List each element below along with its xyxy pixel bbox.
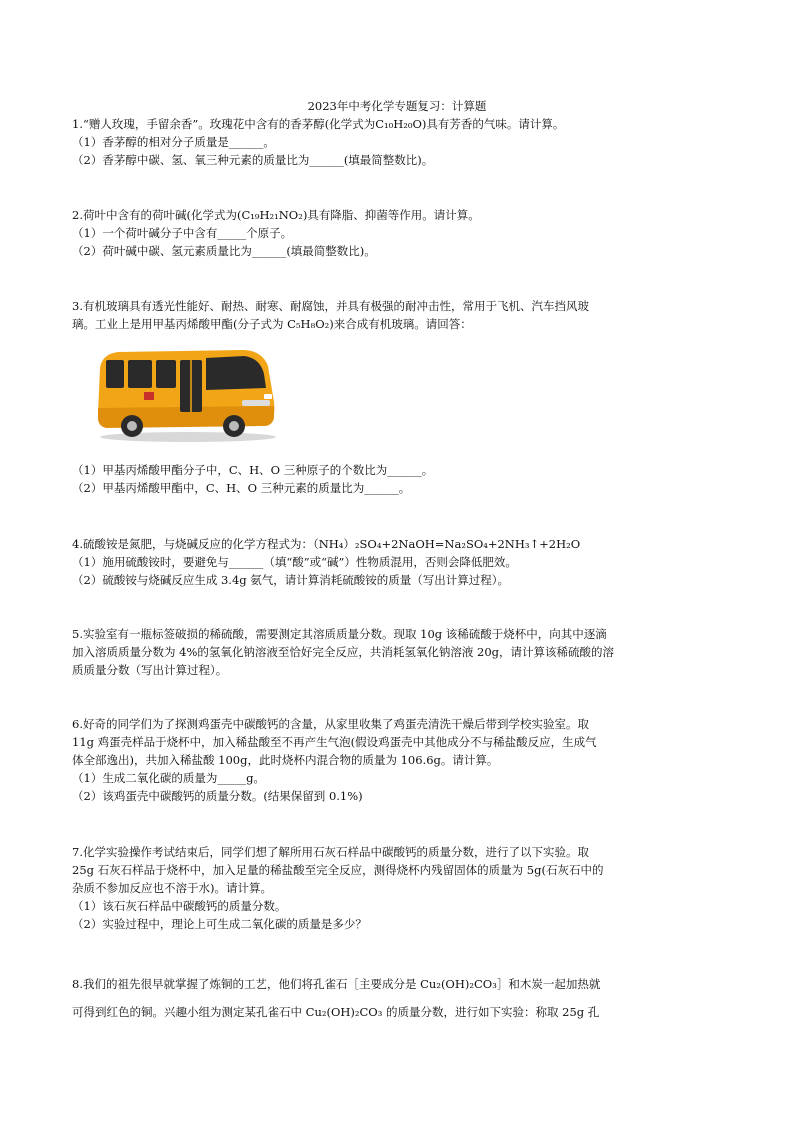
- q5-stem-line1: 5.实验室有一瓶标签破损的稀硫酸，需要测定其溶质质量分数。现取 10g 该稀硫酸于烧杯中，向其中逐滴: [72, 627, 607, 641]
- school-bus-icon: [92, 344, 280, 444]
- q7-stem-line3: 杂质不参加反应也不溶于水)。请计算。: [72, 881, 272, 895]
- page-title: 2023年中考化学专题复习：计算题: [307, 99, 487, 113]
- q3-part1: （1）甲基丙烯酸甲酯分子中，C、H、O 三种原子的个数比为______。: [72, 463, 434, 477]
- q6-stem-line2: 11g 鸡蛋壳样品于烧杯中，加入稀盐酸至不再产生气泡(假设鸡蛋壳中其他成分不与稀盐酸反应，生成气: [72, 735, 597, 749]
- q4-stem: 4.硫酸铵是氮肥，与烧碱反应的化学方程式为：（NH₄）₂SO₄+2NaOH=Na₂SO₄+2NH₃↑+2H₂O: [72, 537, 581, 551]
- q2-part2: （2）荷叶碱中碳、氢元素质量比为______(填最简整数比)。: [72, 244, 376, 258]
- q3-part2: （2）甲基丙烯酸甲酯中，C、H、O 三种元素的质量比为______。: [72, 481, 411, 495]
- q7-stem-line1: 7.化学实验操作考试结束后，同学们想了解所用石灰石样品中碳酸钙的质量分数，进行了以下实验。取: [72, 845, 589, 859]
- q5-stem-line3: 质质量分数（写出计算过程）。: [72, 663, 228, 677]
- q1-part1: （1）香茅醇的相对分子质量是______。: [72, 135, 275, 149]
- q4-part2: （2）硫酸铵与烧碱反应生成 3.4g 氨气，请计算消耗硫酸铵的质量（写出计算过程）。: [72, 573, 510, 587]
- q7-stem-line2: 25g 石灰石样品于烧杯中，加入足量的稀盐酸至完全反应，测得烧杯内残留固体的质量为 5g(石灰石中的: [72, 863, 604, 877]
- q7-part2: （2）实验过程中，理论上可生成二氧化碳的质量是多少？: [72, 917, 367, 931]
- q1-stem: 1.“赠人玫瑰，手留余香”。玫瑰花中含有的香茅醇(化学式为C₁₀H₂₀O)具有芳香的气味。请计算。: [72, 117, 565, 131]
- q3-stem-line2: 璃。工业上是用甲基丙烯酸甲酯(分子式为 C₅H₈O₂)来合成有机玻璃。请回答：: [72, 317, 472, 331]
- q6-stem-line3: 体全部逸出)，共加入稀盐酸 100g，此时烧杯内混合物的质量为 106.6g。请计算。: [72, 753, 499, 767]
- q3-stem-line1: 3.有机玻璃具有透光性能好、耐热、耐寒、耐腐蚀，并具有极强的耐冲击性，常用于飞机、汽车挡风玻: [72, 299, 589, 313]
- q6-stem-line1: 6.好奇的同学们为了探测鸡蛋壳中碳酸钙的含量，从家里收集了鸡蛋壳清洗干燥后带到学校实验室。取: [72, 717, 589, 731]
- q1-part2: （2）香茅醇中碳、氢、氧三种元素的质量比为______(填最简整数比)。: [72, 153, 434, 167]
- q6-part1: （1）生成二氧化碳的质量为_____g。: [72, 771, 265, 785]
- q4-part1: （1）施用硫酸铵时，要避免与______（填“酸”或“碱”）性物质混用，否则会降低肥效。: [72, 555, 517, 569]
- q8-stem-line2: 可得到红色的铜。兴趣小组为测定某孔雀石中 Cu₂(OH)₂CO₃ 的质量分数，进行如下实验：称取 25g 孔: [72, 1005, 600, 1019]
- q7-part1: （1）该石灰石样品中碳酸钙的质量分数。: [72, 899, 287, 913]
- q2-part1: （1）一个荷叶碱分子中含有_____个原子。: [72, 226, 293, 240]
- q2-stem: 2.荷叶中含有的荷叶碱(化学式为(C₁₉H₂₁NO₂)具有降脂、抑菌等作用。请计算。: [72, 208, 480, 222]
- q8-stem-line1: 8.我们的祖先很早就掌握了炼铜的工艺，他们将孔雀石［主要成分是 Cu₂(OH)₂CO₃］和木炭一起加热就: [72, 977, 601, 991]
- q6-part2: （2）该鸡蛋壳中碳酸钙的质量分数。(结果保留到 0.1%): [72, 789, 363, 803]
- q5-stem-line2: 加入溶质质量分数为 4%的氢氧化钠溶液至恰好完全反应，共消耗氢氧化钠溶液 20g，请计算该稀硫酸的溶: [72, 645, 615, 659]
